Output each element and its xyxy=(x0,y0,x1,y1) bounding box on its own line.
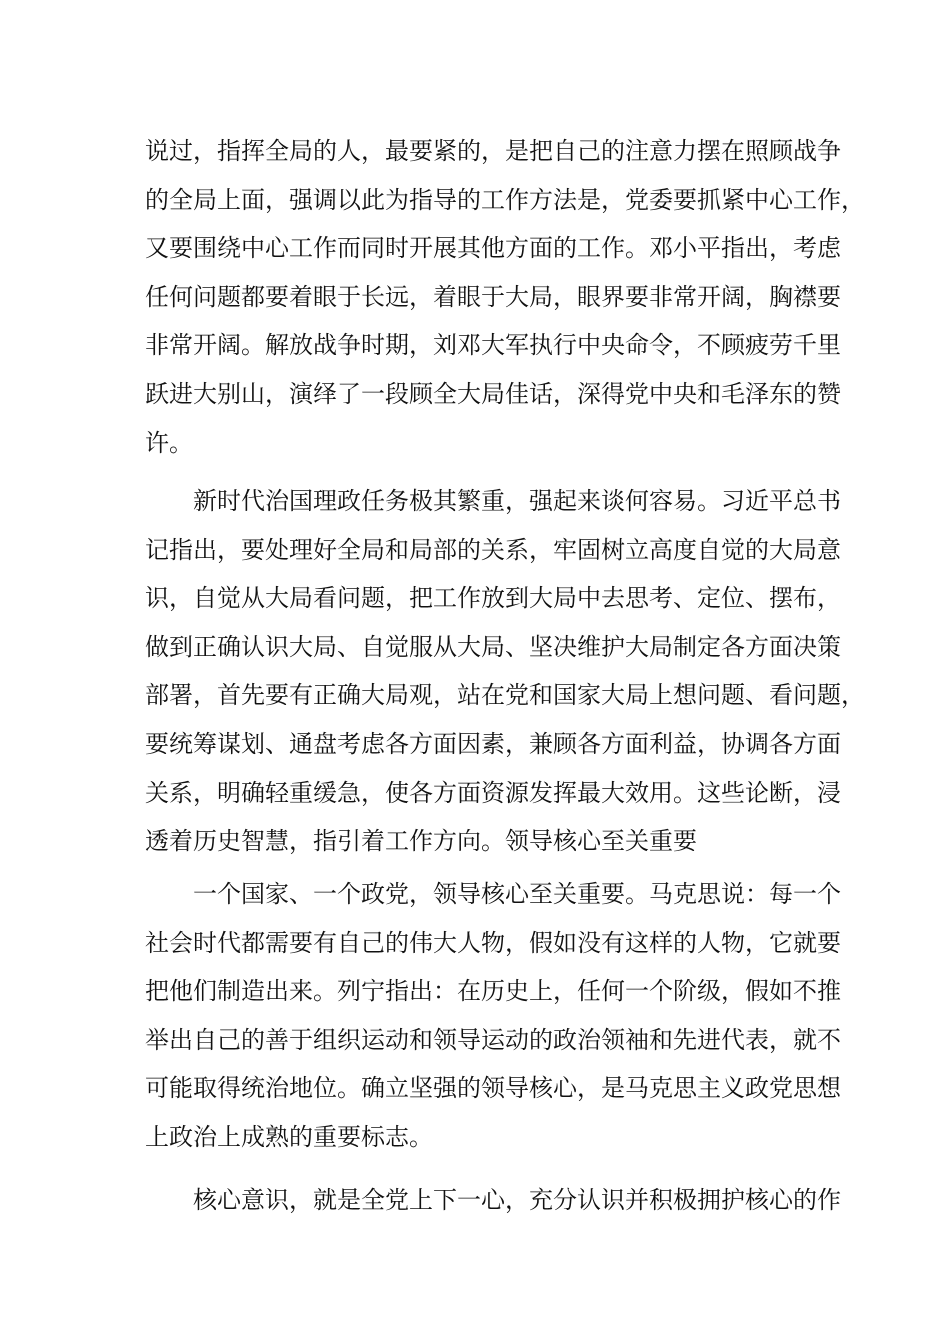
paragraph-line: 新时代治国理政任务极其繁重，强起来谈何容易。习近平总书 xyxy=(193,487,841,515)
paragraph-line: 关系，明确轻重缓急，使各方面资源发挥最大效用。这些论断，浸 xyxy=(145,778,841,807)
paragraph-line: 任何问题都要着眼于长远，着眼于大局，眼界要非常开阔，胸襟要 xyxy=(145,282,841,311)
paragraph-line: 又要围绕中心工作而同时开展其他方面的工作。邓小平指出，考虑 xyxy=(145,234,841,263)
paragraph-line: 透着历史智慧，指引着工作方向。领导核心至关重要 xyxy=(145,827,697,856)
paragraph-3 xyxy=(145,870,841,1162)
paragraph-line: 非常开阔。解放战争时期，刘邓大军执行中央命令，不顾疲劳千里 xyxy=(145,331,841,360)
paragraph-line: 一个国家、一个政党，领导核心至关重要。马克思说：每一个 xyxy=(193,880,841,908)
paragraph-line: 记指出，要处理好全局和局部的关系，牢固树立高度自觉的大局意 xyxy=(145,535,841,564)
paragraph-line: 跃进大别山，演绎了一段顾全大局佳话，深得党中央和毛泽东的赞 xyxy=(145,379,841,408)
paragraph-line: 的全局上面，强调以此为指导的工作方法是，党委要抓紧中心工作， xyxy=(145,185,865,214)
paragraph-line: 说过，指挥全局的人，最要紧的，是把自己的注意力摆在照顾战争 xyxy=(145,137,841,165)
paragraph-line: 部署，首先要有正确大局观，站在党和国家大局上想问题、看问题， xyxy=(145,681,865,710)
paragraph-line: 社会时代都需要有自己的伟大人物，假如没有这样的人物，它就要 xyxy=(145,928,841,957)
paragraph-line: 把他们制造出来。列宁指出：在历史上，任何一个阶级，假如不推 xyxy=(145,977,841,1006)
paragraph-line: 识，自觉从大局看问题，把工作放到大局中去思考、定位、摆布， xyxy=(145,584,841,613)
paragraph-line: 核心意识，就是全党上下一心，充分认识并积极拥护核心的作 xyxy=(193,1186,841,1214)
paragraph-line: 上政治上成熟的重要标志。 xyxy=(145,1122,433,1151)
paragraph-line: 做到正确认识大局、自觉服从大局、坚决维护大局制定各方面决策 xyxy=(145,632,841,661)
paragraph-line: 举出自己的善于组织运动和领导运动的政治领袖和先进代表，就不 xyxy=(145,1025,841,1054)
paragraph-1 xyxy=(145,127,865,467)
paragraph-2 xyxy=(145,477,865,866)
paragraph-line: 许。 xyxy=(145,428,193,457)
paragraph-line: 要统筹谋划、通盘考虑各方面因素，兼顾各方面利益，协调各方面 xyxy=(145,729,841,758)
paragraph-line: 可能取得统治地位。确立坚强的领导核心，是马克思主义政党思想 xyxy=(145,1074,841,1103)
paragraph-4 xyxy=(145,1176,841,1225)
